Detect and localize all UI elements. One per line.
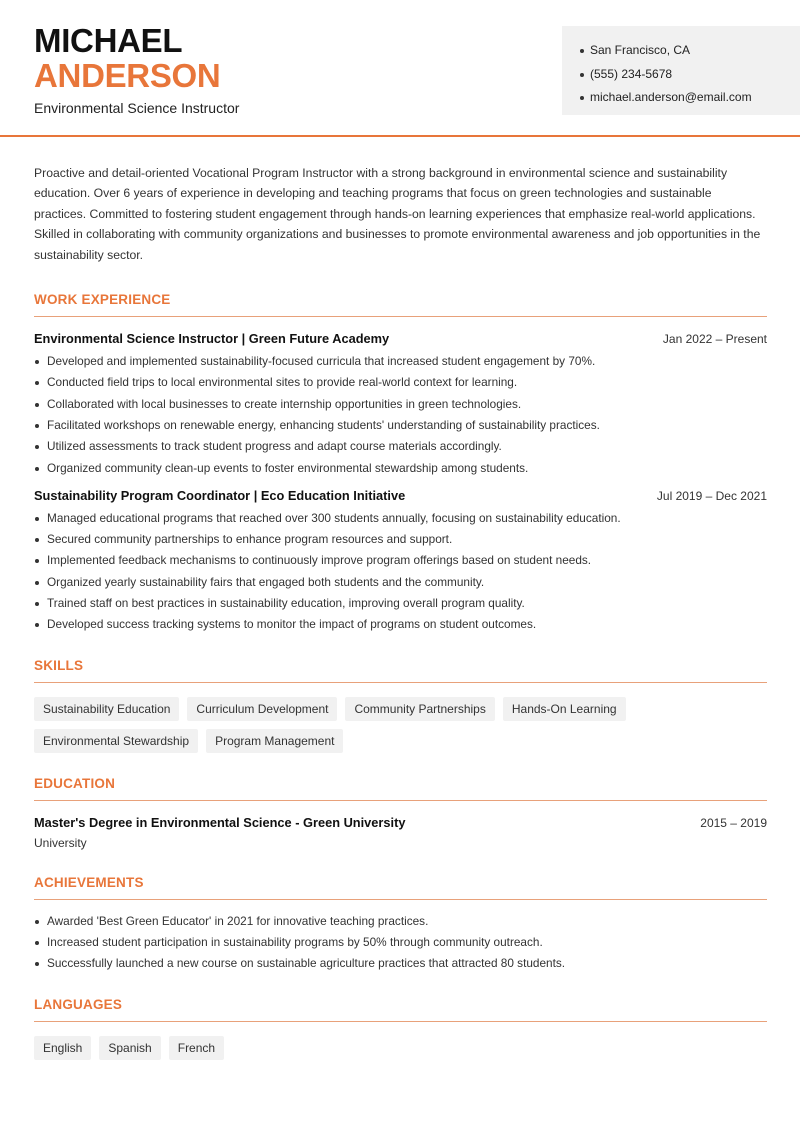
skill-tag: Community Partnerships	[345, 697, 494, 721]
list-item: Organized yearly sustainability fairs that engaged both students and the community.	[34, 572, 767, 593]
list-item: Implemented feedback mechanisms to continuously improve program offerings based on student needs.	[34, 550, 767, 571]
education-section	[34, 776, 767, 850]
skill-tag: Environmental Stewardship	[34, 729, 198, 753]
achievements-list	[34, 911, 767, 975]
resume-body	[34, 163, 767, 1060]
languages-tags	[34, 1036, 654, 1060]
list-item: Utilized assessments to track student progress and adapt course materials accordingly.	[34, 436, 767, 457]
contact-email: michael.anderson@email.com	[580, 86, 782, 110]
skill-tag: Program Management	[206, 729, 343, 753]
achievements-section	[34, 875, 767, 975]
degree-title: Master's Degree in Environmental Science - Green University	[34, 814, 406, 830]
list-item: Trained staff on best practices in sustainability education, improving overall program quality.	[34, 593, 767, 614]
contact-phone: (555) 234-5678	[580, 63, 782, 87]
section-title-achievements: ACHIEVEMENTS	[34, 875, 767, 900]
skills-section	[34, 658, 767, 753]
job-date: Jan 2022 – Present	[662, 332, 767, 347]
skills-tags	[34, 697, 654, 753]
section-title-work: WORK EXPERIENCE	[34, 292, 767, 317]
first-name: MICHAEL	[34, 22, 183, 59]
list-item: Increased student participation in sustainability programs by 50% through community outreach.	[34, 932, 767, 953]
skill-tag: Sustainability Education	[34, 697, 179, 721]
summary-text: Proactive and detail-oriented Vocational Program Instructor with a strong background in environmental science and sustainability education. Over 6 years of experience in developing and teaching programs that focus on green technologies and sustainable practices. Committed to fostering student engagement through hands-on learning experiences that emphasize real-world applications. Skilled in collaborating with community organizations and businesses to promote environmental awareness and job opportunities in the sustainability sector.	[34, 166, 761, 262]
list-item: Awarded 'Best Green Educator' in 2021 for innovative teaching practices.	[34, 911, 767, 932]
list-item: Developed and implemented sustainability-focused curricula that increased student engagement by 70%.	[34, 351, 767, 372]
resume-header	[0, 0, 800, 137]
candidate-name	[34, 24, 220, 92]
skill-tag: Hands-On Learning	[503, 697, 626, 721]
list-item: Organized community clean-up events to foster environmental stewardship among students.	[34, 458, 767, 479]
work-experience-section	[34, 292, 767, 636]
education-date: 2015 – 2019	[700, 815, 767, 830]
list-item: Managed educational programs that reached over 300 students annually, focusing on sustainability education.	[34, 508, 767, 529]
job-date: Jul 2019 – Dec 2021	[656, 488, 767, 503]
job-title: Environmental Science Instructor	[34, 100, 240, 116]
list-item: Developed success tracking systems to monitor the impact of programs on student outcomes.	[34, 614, 767, 635]
section-title-skills: SKILLS	[34, 658, 767, 683]
job-entry	[34, 488, 767, 636]
section-title-education: EDUCATION	[34, 776, 767, 801]
job-bullets	[34, 351, 767, 479]
contact-box	[562, 26, 800, 115]
list-item: Facilitated workshops on renewable energy, enhancing students' understanding of sustainability practices.	[34, 415, 767, 436]
skill-tag: Curriculum Development	[187, 697, 337, 721]
job-role: Environmental Science Instructor | Green Future Academy	[34, 331, 390, 347]
list-item: Secured community partnerships to enhance program resources and support.	[34, 529, 767, 550]
job-role: Sustainability Program Coordinator | Eco Education Initiative	[34, 487, 406, 503]
languages-section	[34, 997, 767, 1060]
list-item: Conducted field trips to local environmental sites to provide real-world context for learning.	[34, 372, 767, 393]
contact-location: San Francisco, CA	[580, 39, 782, 63]
language-tag: French	[169, 1036, 224, 1060]
language-tag: Spanish	[99, 1036, 160, 1060]
job-bullets	[34, 508, 767, 636]
institution-label: University	[34, 835, 87, 850]
last-name: ANDERSON	[34, 57, 221, 94]
section-title-languages: LANGUAGES	[34, 997, 767, 1022]
language-tag: English	[34, 1036, 91, 1060]
job-entry	[34, 331, 767, 479]
list-item: Collaborated with local businesses to create internship opportunities in green technologies.	[34, 394, 767, 415]
list-item: Successfully launched a new course on sustainable agriculture practices that attracted 80 students.	[34, 953, 767, 974]
